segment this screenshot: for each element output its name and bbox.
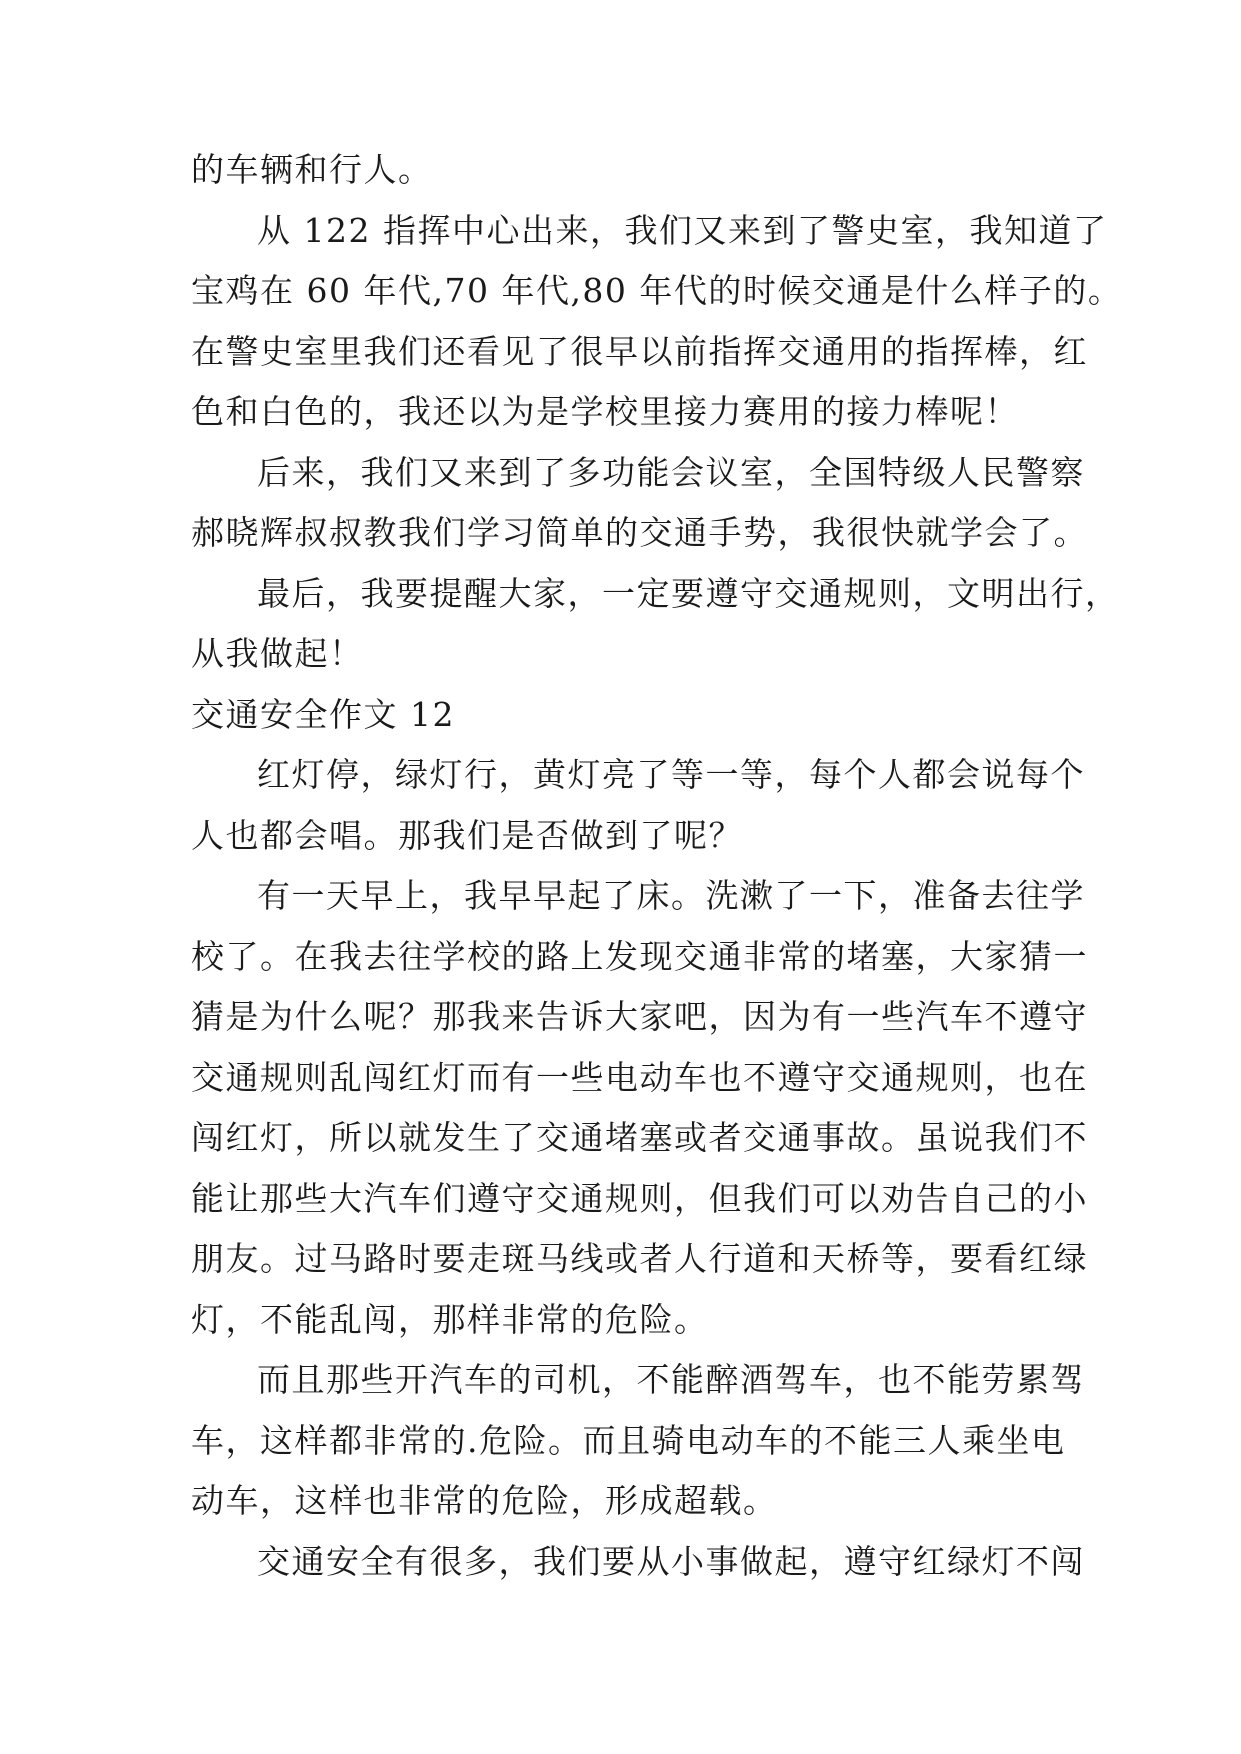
text-line: 后来，我们又来到了多功能会议室，全国特级人民警察 [257,452,1085,492]
text-line: 郝晓辉叔叔教我们学习简单的交通手势，我很快就学会了。 [191,513,1088,552]
text-line: 交通安全有很多，我们要从小事做起，遵守红绿灯不闯 [257,1541,1085,1581]
text-line: 校了。在我去往学校的路上发现交通非常的堵塞，大家猜一 [191,936,1088,976]
text-line: 灯，不能乱闯，那样非常的危险。 [191,1299,709,1339]
text-line: 交通规则乱闯红灯而有一些电动车也不遵守交通规则，也在 [191,1057,1088,1097]
text-line: 从 122 指挥中心出来，我们又来到了警史室，我知道了 [257,210,1108,250]
text-line: 朋友。过马路时要走斑马线或者人行道和天桥等，要看红绿 [191,1239,1088,1278]
text-line: 最后，我要提醒大家，一定要遵守交通规则，文明出行， [257,573,1120,613]
text-line: 人也都会唱。那我们是否做到了呢？ [191,815,743,855]
text-line: 从我做起！ [191,634,364,673]
text-line: 而且那些开汽车的司机，不能醉酒驾车，也不能劳累驾 [257,1360,1085,1399]
text-line: 宝鸡在 60 年代,70 年代,80 年代的时候交通是什么样子的。 [191,271,1123,310]
text-line: 能让那些大汽车们遵守交通规则，但我们可以劝告自己的小 [191,1178,1088,1218]
section-heading: 交通安全作文 12 [191,694,455,734]
text-line: 在警史室里我们还看见了很早以前指挥交通用的指挥棒，红 [191,331,1088,371]
text-line: 猜是为什么呢？那我来告诉大家吧，因为有一些汽车不遵守 [191,997,1088,1036]
document-page [191,150,1123,1602]
text-line: 闯红灯，所以就发生了交通堵塞或者交通事故。虽说我们不 [191,1118,1088,1157]
text-line: 色和白色的，我还以为是学校里接力赛用的接力棒呢！ [191,392,1019,431]
text-line: 动车，这样也非常的危险，形成超载。 [191,1481,778,1520]
text-line: 有一天早上，我早早起了床。洗漱了一下，准备去往学 [257,876,1085,915]
text-line: 车，这样都非常的.危险。而且骑电动车的不能三人乘坐电 [191,1420,1066,1460]
text-line: 红灯停，绿灯行，黄灯亮了等一等，每个人都会说每个 [257,755,1085,794]
text-line: 的车辆和行人。 [191,150,433,189]
